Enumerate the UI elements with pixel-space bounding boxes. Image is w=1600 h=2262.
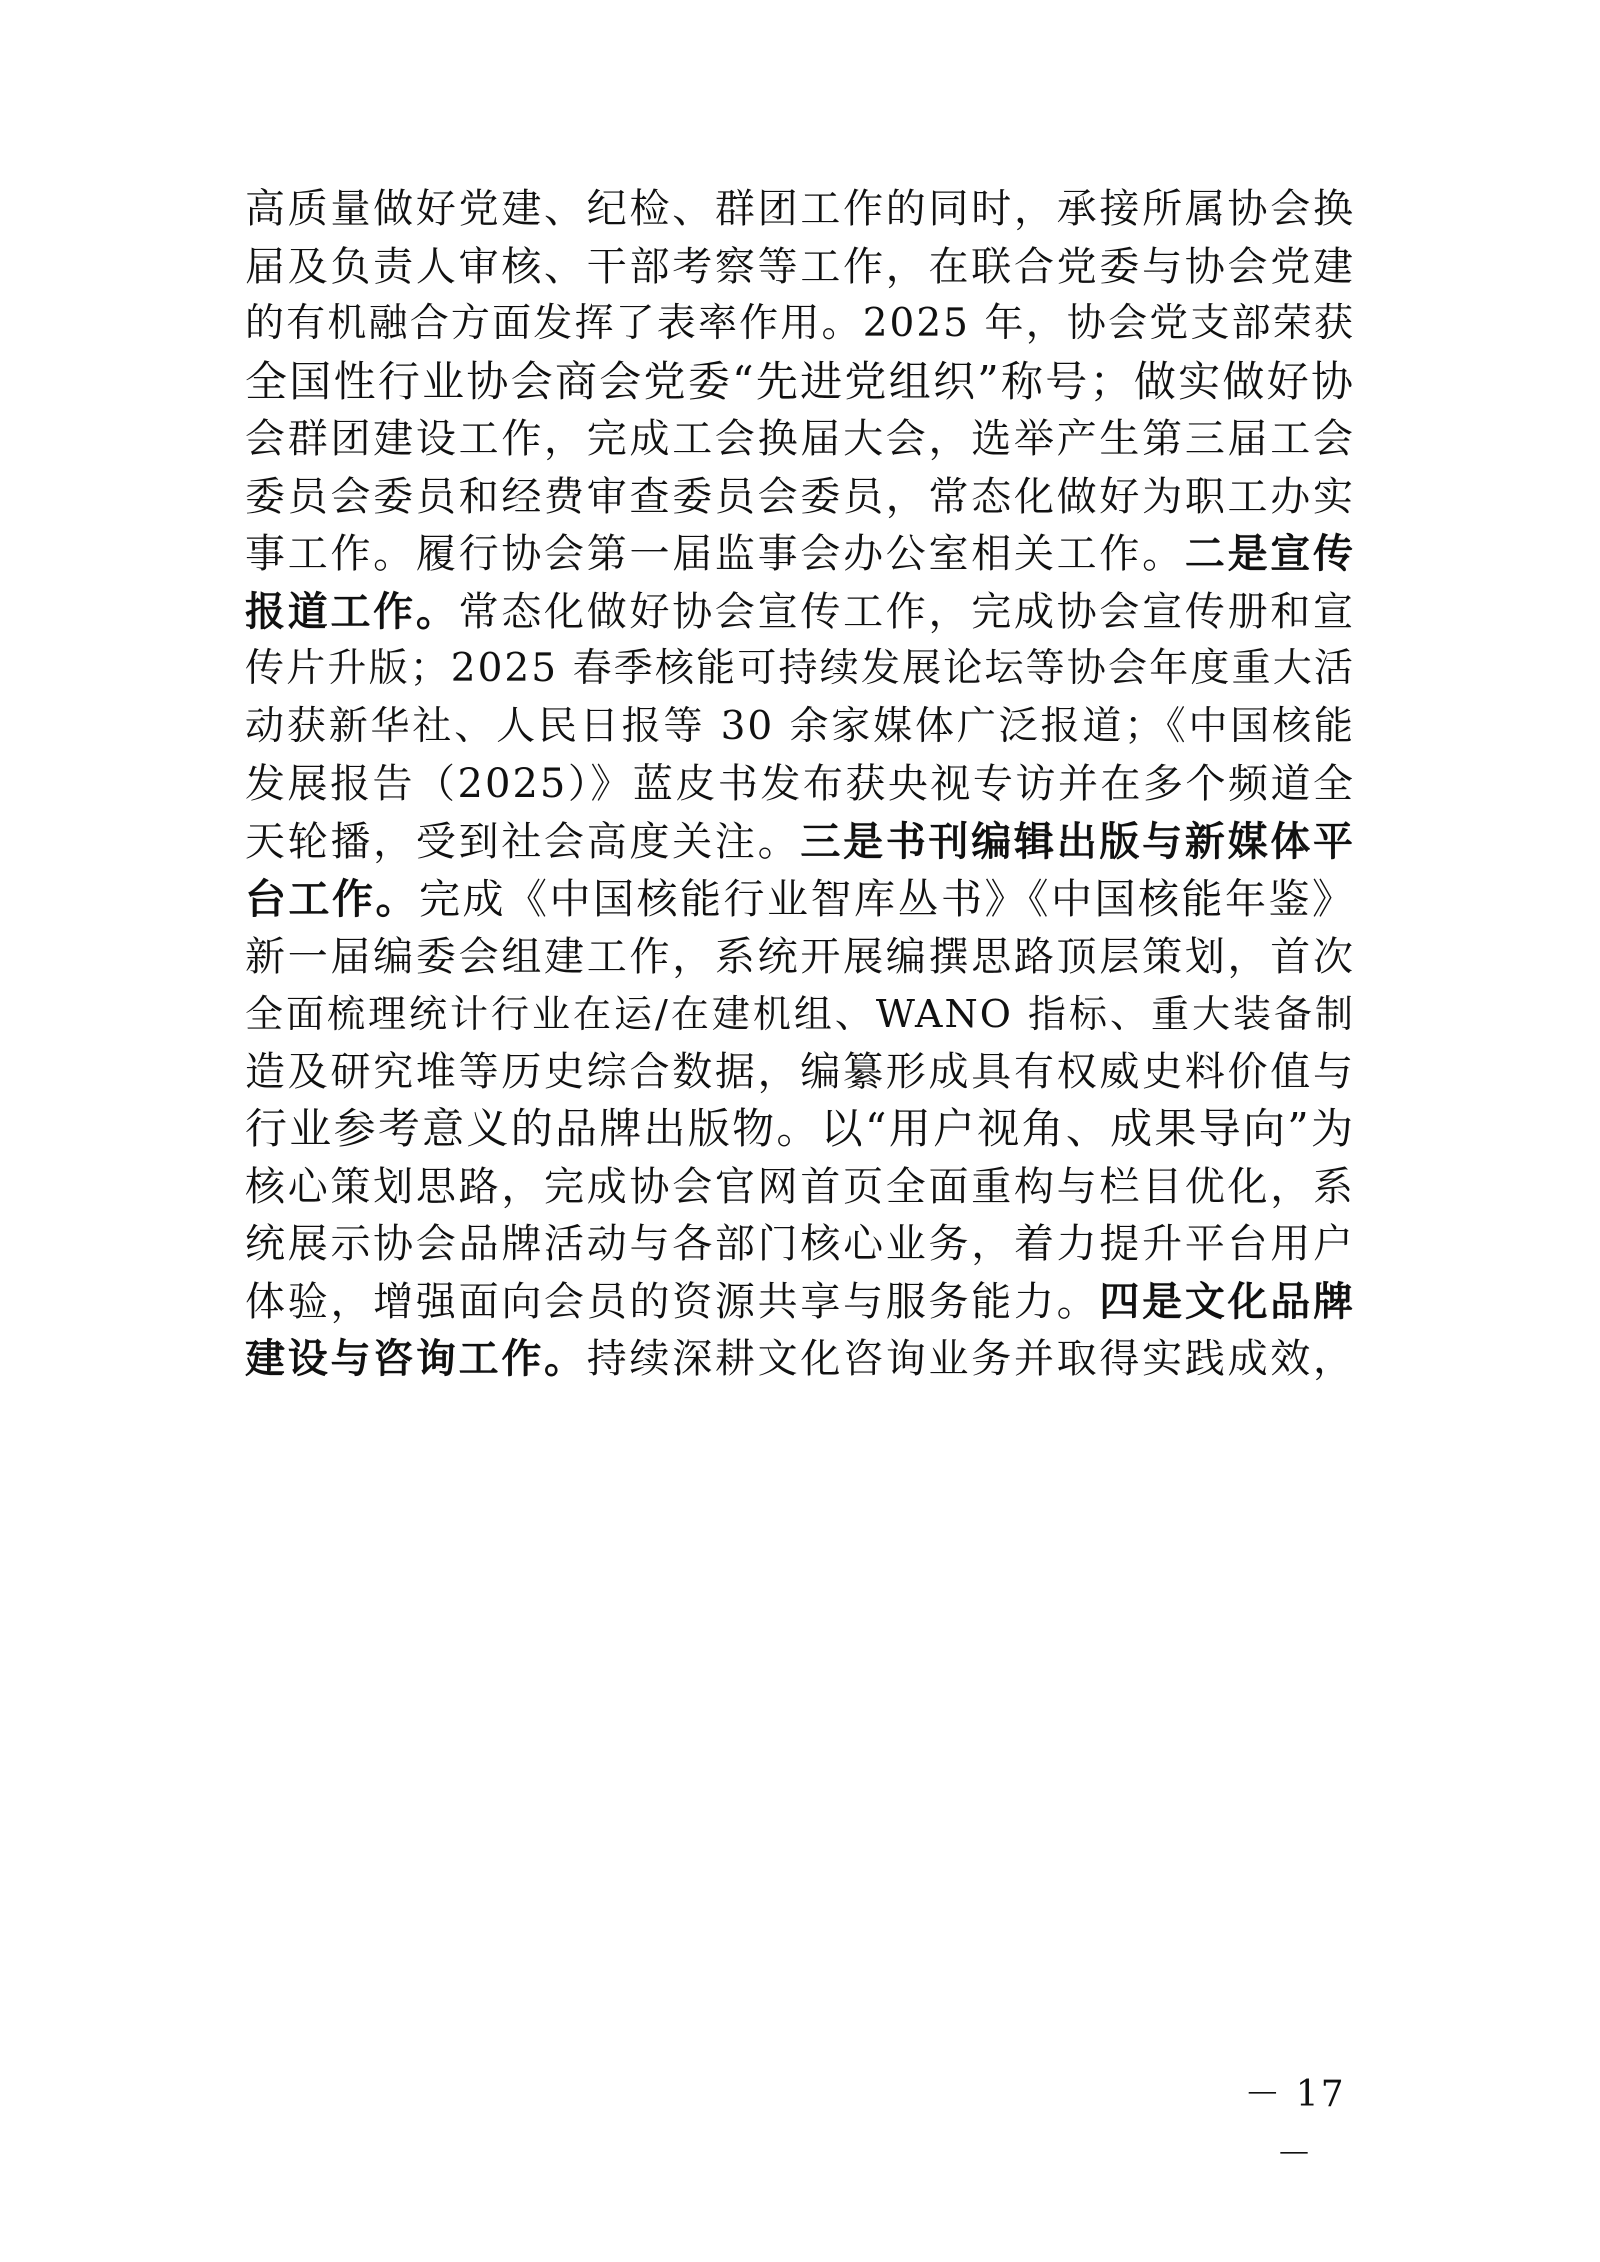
bold-heading-text: 建设与咨询工作。 bbox=[245, 1335, 587, 1382]
body-text-segment: 发展报告（2025）》蓝皮书发布获央视专访并在多个频道全 bbox=[245, 761, 1355, 807]
body-text-segment: 统展示协会品牌活动与各部门核心业务，着力提升平台用户 bbox=[245, 1221, 1355, 1267]
body-text-segment: 造及研究堆等历史综合数据，编纂形成具有权威史料价值与 bbox=[245, 1048, 1355, 1095]
body-text-segment: 事工作。履行协会第一届监事会办公室相关工作。 bbox=[245, 531, 1185, 577]
body-text-segment: 新一届编委会组建工作，系统开展编撰思路顶层策划，首次 bbox=[245, 933, 1355, 980]
text-line bbox=[245, 1318, 1355, 1400]
body-text-segment: 核心策划思路，完成协会官网首页全面重构与栏目优化，系 bbox=[245, 1163, 1355, 1210]
body-text-segment: 全面梳理统计行业在运/在建机组、WANO 指标、重大装备制 bbox=[245, 992, 1355, 1036]
bold-heading-text: 报道工作。 bbox=[245, 587, 459, 635]
body-text-segment: 动获新华社、人民日报等 30 余家媒体广泛报道；《中国核能 bbox=[245, 703, 1355, 749]
bold-heading-text: 台工作。 bbox=[245, 875, 419, 923]
body-text-segment: 传片升版；2025 春季核能可持续发展论坛等协会年度重大活 bbox=[245, 646, 1355, 691]
body-text-segment: 高质量做好党建、纪检、群团工作的同时，承接所属协会换 bbox=[245, 186, 1355, 232]
body-text-segment: 行业参考意义的品牌出版物。以“用户视角、成果导向”为 bbox=[245, 1104, 1355, 1153]
body-text-segment: 持续深耕文化咨询业务并取得实践成效， bbox=[586, 1336, 1356, 1382]
bold-heading-text: 二是宣传 bbox=[1184, 530, 1356, 577]
body-text-segment: 届及负责人审核、干部考察等工作，在联合党委与协会党建 bbox=[245, 243, 1355, 290]
body-text-segment: 全国性行业协会商会党委“先进党组织”称号；做实做好协 bbox=[245, 356, 1355, 406]
body-text-segment: 会群团建设工作，完成工会换届大会，选举产生第三届工会 bbox=[245, 416, 1355, 462]
bold-heading-text: 三是书刊编辑出版与新媒体平 bbox=[800, 817, 1356, 865]
body-text-segment: 体验，增强面向会员的资源共享与服务能力。 bbox=[245, 1278, 1100, 1325]
body-text-segment: 完成《中国核能行业智库丛书》《中国核能年鉴》 bbox=[419, 875, 1355, 923]
body-text-segment: 的有机融合方面发挥了表率作用。2025 年，协会党支部荣获 bbox=[245, 301, 1355, 346]
body-text-segment: 常态化做好协会宣传工作，完成协会宣传册和宣 bbox=[458, 588, 1356, 635]
body-text-segment: 天轮播，受到社会高度关注。 bbox=[245, 818, 801, 865]
page-number: － 17 － bbox=[1244, 2074, 1346, 2175]
bold-heading-text: 四是文化品牌 bbox=[1099, 1277, 1356, 1325]
body-text-segment: 委员会委员和经费审查委员会委员，常态化做好为职工办实 bbox=[245, 473, 1355, 520]
